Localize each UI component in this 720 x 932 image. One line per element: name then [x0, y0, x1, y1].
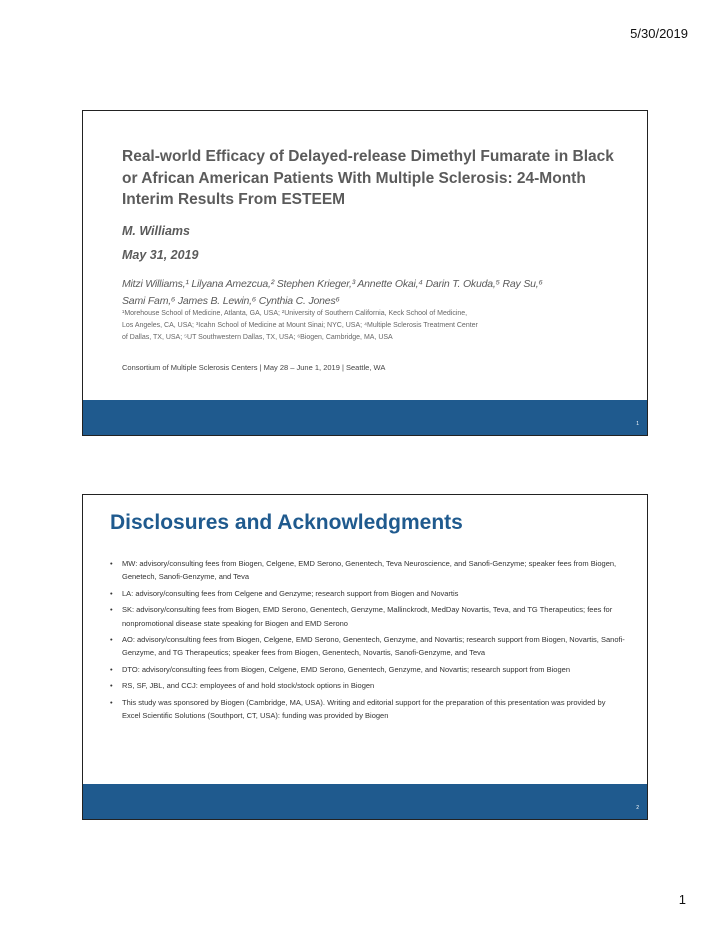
list-item: • RS, SF, JBL, and CCJ: employees of and hold stock/stock options in Biogen [110, 679, 625, 692]
affiliations-line-1: ¹Morehouse School of Medicine, Atlanta, GA, USA; ²University of Southern California, Keck School of Medicine, [122, 310, 468, 317]
slide-footer-bar [83, 784, 647, 819]
presentation-date: May 31, 2019 [122, 248, 199, 262]
slide-title: Disclosures and Acknowledgments [110, 511, 463, 534]
slide-number: 1 [636, 421, 639, 427]
list-item: • AO: advisory/consulting fees from Biogen, Celgene, EMD Serono, Genentech, Genzyme, and Novartis; research support from Biogen, Novartis, Sanofi-Genzyme, and TG Therapeutics; speaker fees from Biogen, Genentech, Novartis, Sanofi-Genzyme, and Teva [110, 633, 625, 660]
page-number: 1 [678, 892, 686, 907]
disclosure-list [110, 557, 625, 725]
slide-2 [82, 494, 648, 820]
author-list [122, 276, 622, 310]
authors-line-2: Sami Fam,⁶ James B. Lewin,⁶ Cynthia C. Jones⁶ [122, 295, 340, 307]
list-item: • DTO: advisory/consulting fees from Biogen, Celgene, EMD Serono, Genentech, Genzyme, and Novartis; research support from Biogen [110, 663, 625, 676]
list-item: • LA: advisory/consulting fees from Celgene and Genzyme; research support from Biogen and Novartis [110, 587, 625, 600]
slide-footer-bar [83, 400, 647, 435]
slide-1 [82, 110, 648, 436]
list-item: • SK: advisory/consulting fees from Biogen, EMD Serono, Genentech, Genzyme, Mallinckrodt, MedDay Novartis, Teva, and TG Therapeutics; fees for nonpromotional disease state speaking for Biogen and EMD Serono [110, 603, 625, 630]
presenter-name: M. Williams [122, 224, 190, 238]
slide-number: 2 [636, 805, 639, 811]
list-item: • This study was sponsored by Biogen (Cambridge, MA, USA). Writing and editorial support for the preparation of this presentation was provided by Excel Scientific Solutions (Southport, CT, USA): funding was provided by Biogen [110, 696, 625, 723]
affiliations-line-3: of Dallas, TX, USA; ⁵UT Southwestern Dallas, TX, USA; ⁶Biogen, Cambridge, MA, USA [122, 334, 393, 341]
list-item: • MW: advisory/consulting fees from Biogen, Celgene, EMD Serono, Genentech, Teva Neuroscience, and Sanofi-Genzyme; speaker fees from Biogen, Genetech, Sanofi-Genzyme, and Teva [110, 557, 625, 584]
authors-line-1: Mitzi Williams,¹ Lilyana Amezcua,² Stephen Krieger,³ Annette Okai,⁴ Darin T. Okuda,⁵ Ray Su,⁶ [122, 278, 543, 290]
affiliations-line-2: Los Angeles, CA, USA; ³Icahn School of Medicine at Mount Sinai; NYC, USA; ⁴Multiple Sclerosis Treatment Center [122, 322, 478, 329]
conference-info: Consortium of Multiple Sclerosis Centers | May 28 – June 1, 2019 | Seattle, WA [122, 363, 386, 372]
page-date: 5/30/2019 [630, 26, 688, 41]
presentation-title: Real-world Efficacy of Delayed-release Dimethyl Fumarate in Black or African American Patients With Multiple Sclerosis: 24-Month Interim Results From ESTEEM [122, 148, 614, 208]
affiliations [122, 308, 622, 344]
